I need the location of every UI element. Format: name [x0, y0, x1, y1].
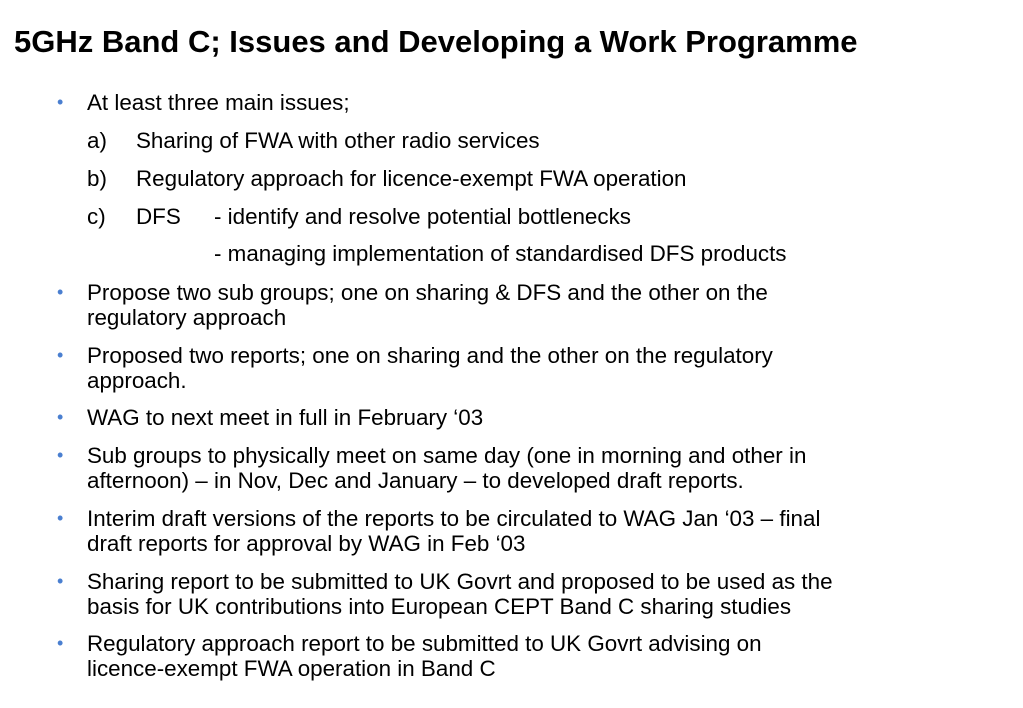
bullet-line: Propose two sub groups; one on sharing & DFS and the other on the	[87, 280, 768, 305]
dfs-line: - identify and resolve potential bottlenecks	[214, 204, 631, 229]
bullet-line: Sub groups to physically meet on same day (one in morning and other in	[87, 443, 807, 468]
slide-title: 5GHz Band C; Issues and Developing a Work Programme	[14, 24, 858, 59]
bullet-icon: •	[57, 407, 64, 427]
bullet-line: draft reports for approval by WAG in Feb ‘03	[87, 531, 526, 556]
bullet-icon: •	[57, 633, 64, 653]
bullet-icon: •	[57, 508, 64, 528]
bullet-line: afternoon) – in Nov, Dec and January – to developed draft reports.	[87, 468, 744, 493]
bullet-line: Sharing report to be submitted to UK Govrt and proposed to be used as the	[87, 569, 833, 594]
bullet-icon: •	[57, 345, 64, 365]
dfs-label: DFS	[136, 204, 181, 229]
bullet-line: approach.	[87, 368, 187, 393]
bullet-line: Proposed two reports; one on sharing and the other on the regulatory	[87, 343, 773, 368]
issue-text: Regulatory approach for licence-exempt FWA operation	[136, 166, 687, 191]
bullet-line: basis for UK contributions into European CEPT Band C sharing studies	[87, 594, 792, 619]
bullet-line: Regulatory approach report to be submitted to UK Govrt advising on	[87, 631, 762, 656]
dfs-line: - managing implementation of standardised DFS products	[214, 241, 787, 266]
bullet-icon: •	[57, 92, 64, 112]
bullet-line: WAG to next meet in full in February ‘03	[87, 405, 484, 430]
bullet-line: licence-exempt FWA operation in Band C	[87, 656, 496, 681]
issue-marker: b)	[87, 166, 107, 191]
bullet-icon: •	[57, 282, 64, 302]
bullet-line: regulatory approach	[87, 305, 287, 330]
bullet-icon: •	[57, 445, 64, 465]
issue-marker: c)	[87, 204, 106, 229]
issue-marker: a)	[87, 128, 107, 153]
bullet-icon: •	[57, 571, 64, 591]
bullet-line: Interim draft versions of the reports to be circulated to WAG Jan ‘03 – final	[87, 506, 821, 531]
issue-text: Sharing of FWA with other radio services	[136, 128, 540, 153]
bullet-text: At least three main issues;	[87, 90, 350, 115]
